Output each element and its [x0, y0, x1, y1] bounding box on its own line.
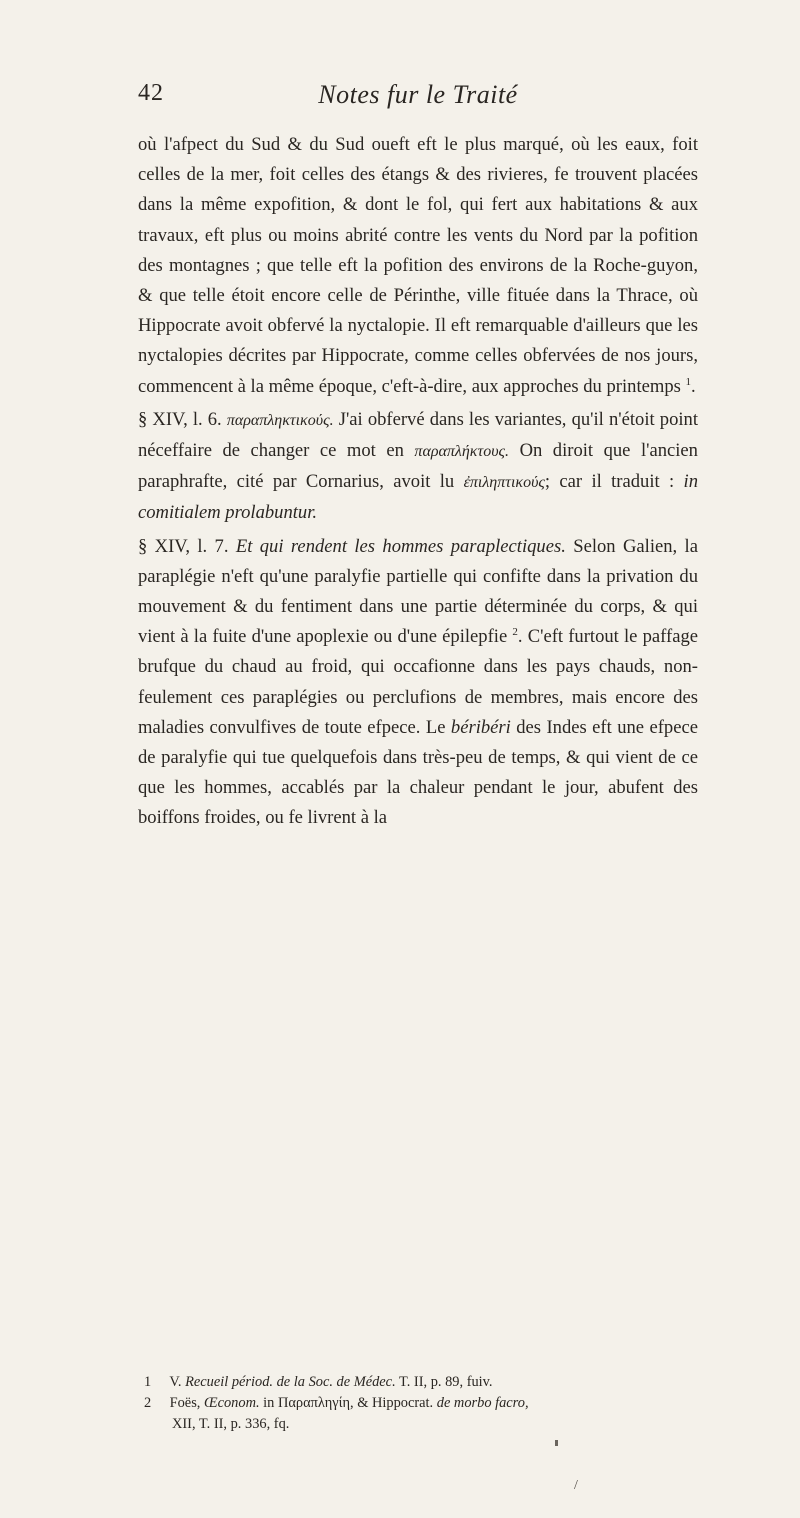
section-ref: § XIV, l. 6. — [138, 408, 222, 430]
greek-word: παραπληκτικούς. — [226, 411, 334, 429]
footnote-ref-2: 2 — [512, 626, 518, 639]
footnote-ref-1: 1 — [685, 375, 692, 388]
body-text — [138, 130, 698, 834]
term: béribéri — [450, 716, 511, 738]
paragraph-3: § XIV, l. 7. Et qui rendent les hommes paraplectiques. Selon Galien, la paraplégie n'eft qu'une paralyfie partielle qui confifte dans la privation du mouvement & du fentiment dans une partie déterminée du corps, & qui vient à la fuite d'une apoplexie ou d'une épilepfie $^2$. C'eft furtout le paffage brufque du chaud au froid, qui occafionne dans les pays chauds, non-feulement ces paraplégies ou perclufions de membres, mais encore des maladies convulfives de toute efpece. Le béribéri des Indes eft une efpece de paralyfie qui tue quelquefois dans très-peu de temps, & qui vient de ce que les hommes, accablés par la chaleur pendant le jour, abufent des boiffons froides, ou fe livrent à la — [138, 535, 698, 829]
page-number: 42 — [138, 80, 164, 106]
stray-mark: / — [574, 1478, 578, 1493]
lemma: Et qui rendent les hommes paraplectiques. — [235, 535, 566, 557]
running-head — [138, 80, 698, 120]
footnote-2: 2 Foës, Œconom. in Παραπληγίη, & Hippocrat. de morbo facro, — [144, 1395, 529, 1411]
footnote-2-continued: XII, T. II, p. 336, fq. — [172, 1416, 290, 1432]
latin-quote: in comitialem prolabuntur. — [138, 471, 698, 524]
greek-word: ἐπιληπτικούς — [463, 474, 545, 492]
ink-speck — [555, 1440, 558, 1446]
paragraph-1: où l'afpect du Sud & du Sud oueft eft le plus marqué, où les eaux, foit celles de la mer, foit celles des étangs & des rivieres, fe trouvent placées dans la même expofition, & dont le fol, qui fert aux habitations & aux travaux, eft plus ou moins abrité contre les vents du Nord par la pofition des montagnes ; que telle eft la pofition des environs de la Roche-guyon, & que telle étoit encore celle de Périnthe, ville fituée dans la Thrace, où Hippocrate avoit obfervé la nyctalopie. Il eft remarquable d'ailleurs que les nyctalopies décrites par Hippocrate, comme celles obfervées de nos jours, commencent à la même époque, c'eft-à-dire, aux approches du printemps $^1$. — [138, 134, 698, 397]
footnote-1: 1 V. Recueil périod. de la Soc. de Médec. T. II, p. 89, fuiv. — [144, 1374, 493, 1390]
footnotes — [138, 1372, 698, 1435]
greek-word: παραπλήκτους. — [414, 443, 510, 461]
running-title: Notes fur le Traité — [318, 80, 518, 109]
section-ref: § XIV, l. 7. — [138, 535, 229, 557]
paragraph-2: § XIV, l. 6. παραπληκτικούς. J'ai obfervé dans les variantes, qu'il n'étoit point néceffaire de changer ce mot en παραπλήκτους. On diroit que l'ancien paraphrafte, cité par Cornarius, avoit lu ἐπιληπτικούς; car il traduit : in comitialem prolabuntur. — [138, 408, 698, 524]
